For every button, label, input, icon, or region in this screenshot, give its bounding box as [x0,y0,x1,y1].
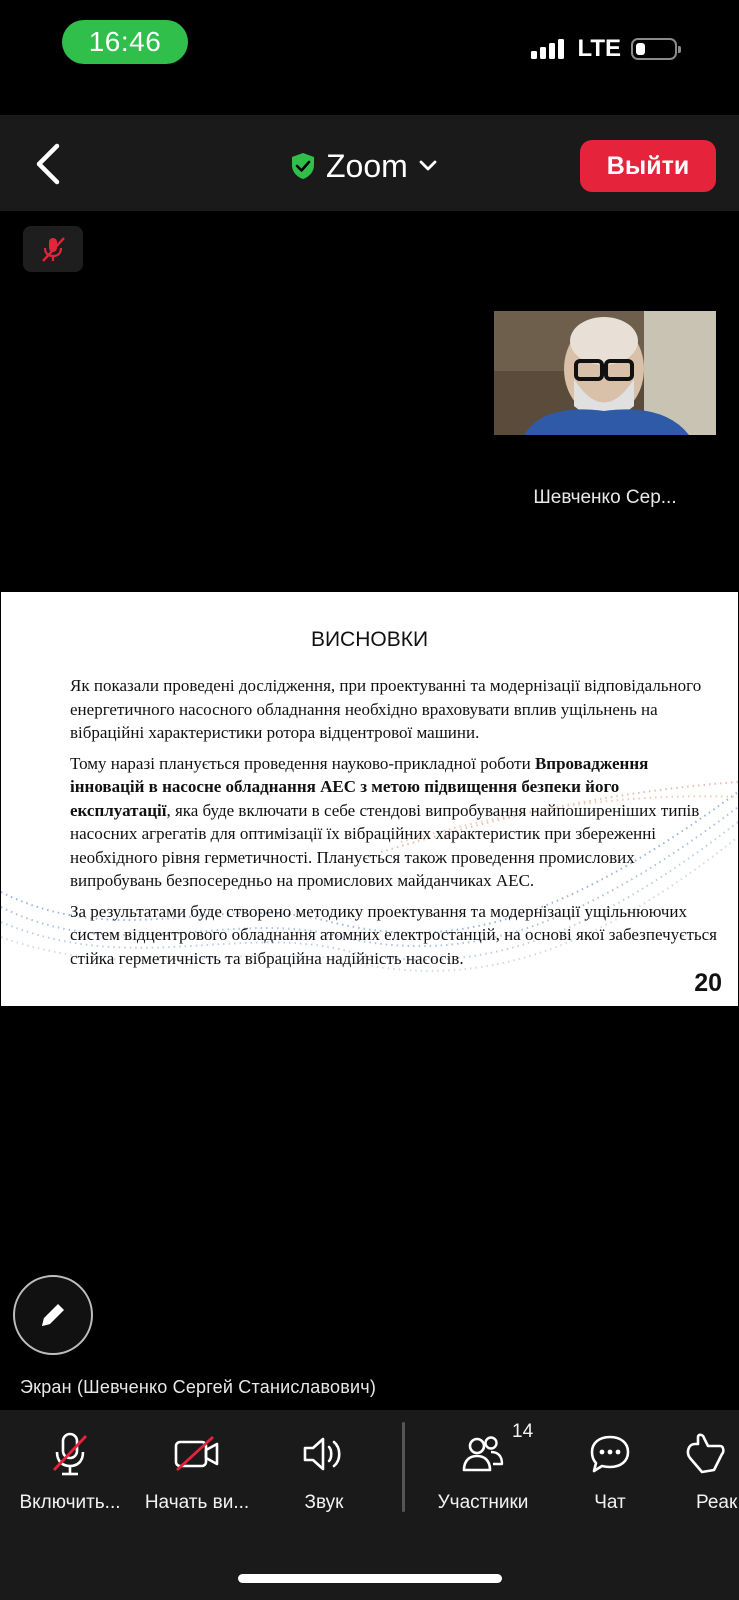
participants-count: 14 [512,1421,534,1442]
screen-share-label: Экран (Шевченко Сергей Станиславович) [20,1377,377,1397]
signal-icon [531,37,567,61]
back-icon [35,143,61,185]
slide-title: ВИСНОВКИ [310,628,429,651]
chat-icon [588,1433,632,1475]
meeting-title-dropdown[interactable] [290,140,438,192]
meeting-title: Zoom [326,147,408,184]
participants-icon [461,1434,505,1474]
slide-paragraph-2-start: Тому наразі планується проведення науково-прикладної роботи [70,753,535,773]
audio-label: Звук [304,1492,344,1513]
slide-paragraph-1: Як показали проведені дослідження, при проектуванні та модернізації відповідального енергетичного насосного обладнання необхідно враховувати вплив ущільнень на вібраційні характеристики ротора відцентрової машини. [70,676,702,742]
slide-paragraph-2-end: , яка буде включати в себе стендові випробування найпоширеніших типів насосних агрегатів для оптимізації їх вібраційних характеристик при збереженні необхідного рівня герметичності. Планується також проведення промислових випробувань безпосередньо на промислових майданчиках АЕС. [70,800,700,890]
unmute-label: Включить... [19,1492,121,1513]
pencil-icon [36,1298,70,1332]
chat-button[interactable] [545,1428,675,1514]
shield-check-icon [290,152,316,180]
chat-label: Чат [594,1492,626,1513]
participant-video-frame [494,311,716,435]
toolbar-divider [402,1422,405,1512]
reactions-button[interactable] [672,1428,739,1514]
participant-video[interactable] [494,311,716,435]
slide-paragraph-3: За результатами буде створено методику проектування та модернізації ущільнюючих систем відцентрового обладнання атомних електростанцій, на основі якої забезпечується стійка герметичність та вібраційна надійність насосів. [70,901,717,968]
unmute-button[interactable] [5,1428,135,1514]
chevron-down-icon [418,159,438,173]
back-button[interactable] [28,138,68,190]
mic-off-icon [48,1430,92,1478]
battery-icon [631,38,677,60]
participant-name: Шевченко Сер... [533,487,677,508]
slide-paragraph-2 [70,752,720,893]
slide-body [70,674,720,977]
start-video-button[interactable] [132,1428,262,1514]
reaction-icon [682,1432,726,1476]
home-indicator [238,1574,502,1583]
shared-screen[interactable] [1,592,738,1006]
speaker-icon [301,1434,347,1474]
status-indicators [531,34,677,64]
muted-indicator [23,226,83,272]
mic-off-icon [38,234,68,264]
slide-paragraph-2-bold: Впровадження інновацій в насосне обладнання АЕС з метою підвищення безпеки його експлуатації [70,753,649,820]
audio-button[interactable] [259,1428,389,1514]
video-off-icon [173,1434,221,1474]
network-type: LTE [577,35,621,62]
status-time: 16:46 [62,20,188,64]
slide-page-number: 20 [694,969,722,997]
annotate-button[interactable] [13,1275,93,1355]
participants-label: Участники [437,1492,529,1513]
leave-button[interactable]: Выйти [580,140,716,192]
start-video-label: Начать ви... [144,1492,250,1513]
reactions-label: Реак [696,1492,738,1513]
